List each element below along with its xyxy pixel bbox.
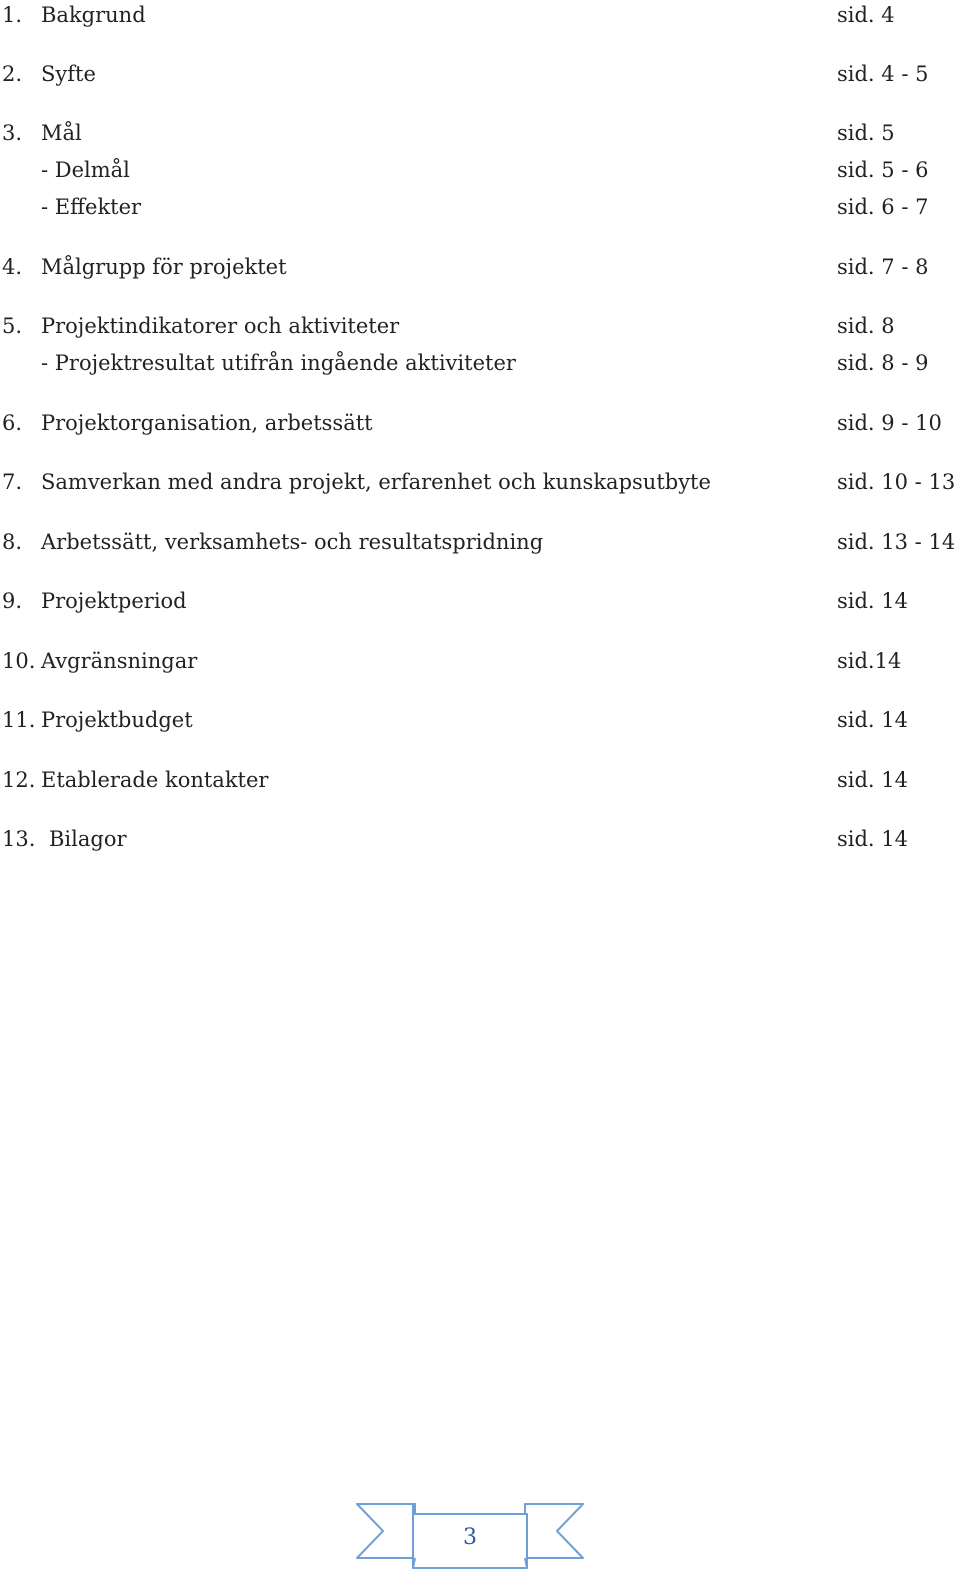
toc-entry-title: Bakgrund (41, 3, 146, 27)
toc-entry-page: sid. 13 - 14 (837, 530, 956, 554)
toc-entry[interactable] (0, 311, 960, 341)
toc-entry-page: sid. 10 - 13 (837, 470, 956, 494)
toc-entry[interactable] (0, 705, 960, 735)
toc-entry[interactable] (0, 59, 960, 89)
toc-entry[interactable] (0, 118, 960, 148)
toc-entry-page: sid. 9 - 10 (837, 411, 942, 435)
toc-subentry[interactable] (0, 348, 960, 378)
toc-subentry-title: - Effekter (41, 195, 142, 219)
toc-entry[interactable] (0, 824, 960, 854)
toc-entry-page: sid.14 (837, 649, 902, 673)
toc-entry[interactable] (0, 408, 960, 438)
toc-entry-number: 12. (2, 768, 36, 792)
toc-entry[interactable] (0, 765, 960, 795)
toc-entry-number: 8. (2, 530, 23, 554)
toc-entry-page: sid. 7 - 8 (837, 255, 929, 279)
toc-entry-title: Projektperiod (41, 589, 187, 613)
toc-entry[interactable] (0, 0, 960, 30)
toc-subentry[interactable] (0, 155, 960, 185)
toc-entry-title: Projektindikatorer och aktiviteter (41, 314, 400, 338)
toc-entry-title: Bilagor (49, 827, 127, 851)
toc-entry-number: 11. (2, 708, 36, 732)
toc-entry-title: Mål (41, 121, 82, 145)
toc-entry[interactable] (0, 252, 960, 282)
toc-entry-number: 2. (2, 62, 23, 86)
toc-entry-page: sid. 6 - 7 (837, 195, 929, 219)
toc-subentry-title: - Projektresultat utifrån ingående aktiviteter (41, 351, 516, 375)
toc-entry-title: Arbetssätt, verksamhets- och resultatspridning (41, 530, 544, 554)
toc-entry-title: Målgrupp för projektet (41, 255, 287, 279)
toc-entry-number: 7. (2, 470, 23, 494)
toc-entry[interactable] (0, 586, 960, 616)
toc-entry-page: sid. 8 (837, 314, 895, 338)
toc-entry[interactable] (0, 527, 960, 557)
toc-entry-number: 5. (2, 314, 23, 338)
toc-entry-title: Avgränsningar (41, 649, 198, 673)
toc-entry-title: Projektbudget (41, 708, 193, 732)
toc-entry-title: Projektorganisation, arbetssätt (41, 411, 373, 435)
toc-subentry[interactable] (0, 192, 960, 222)
toc-entry-page: sid. 4 (837, 3, 895, 27)
page-number: 3 (463, 1525, 477, 1550)
toc-entry-page: sid. 5 - 6 (837, 158, 929, 182)
toc-entry-page: sid. 14 (837, 768, 909, 792)
toc-entry-title: Syfte (41, 62, 96, 86)
toc-entry-title: Etablerade kontakter (41, 768, 269, 792)
toc-entry-title: Samverkan med andra projekt, erfarenhet och kunskapsutbyte (41, 470, 711, 494)
toc-entry-page: sid. 14 (837, 589, 909, 613)
toc-entry-page: sid. 4 - 5 (837, 62, 929, 86)
toc-entry-number: 13. (2, 827, 36, 851)
toc-entry[interactable] (0, 467, 960, 497)
toc-entry-page: sid. 8 - 9 (837, 351, 929, 375)
toc-entry-number: 9. (2, 589, 23, 613)
toc-entry-number: 6. (2, 411, 23, 435)
toc-entry-page: sid. 14 (837, 708, 909, 732)
toc-entry-number: 3. (2, 121, 23, 145)
toc-entry-page: sid. 5 (837, 121, 895, 145)
toc-subentry-title: - Delmål (41, 158, 130, 182)
toc-entry-number: 10. (2, 649, 36, 673)
toc-entry-number: 4. (2, 255, 23, 279)
toc-entry-number: 1. (2, 3, 23, 27)
toc-entry-page: sid. 14 (837, 827, 909, 851)
toc-entry[interactable] (0, 646, 960, 676)
page-number-ribbon (355, 1500, 585, 1570)
